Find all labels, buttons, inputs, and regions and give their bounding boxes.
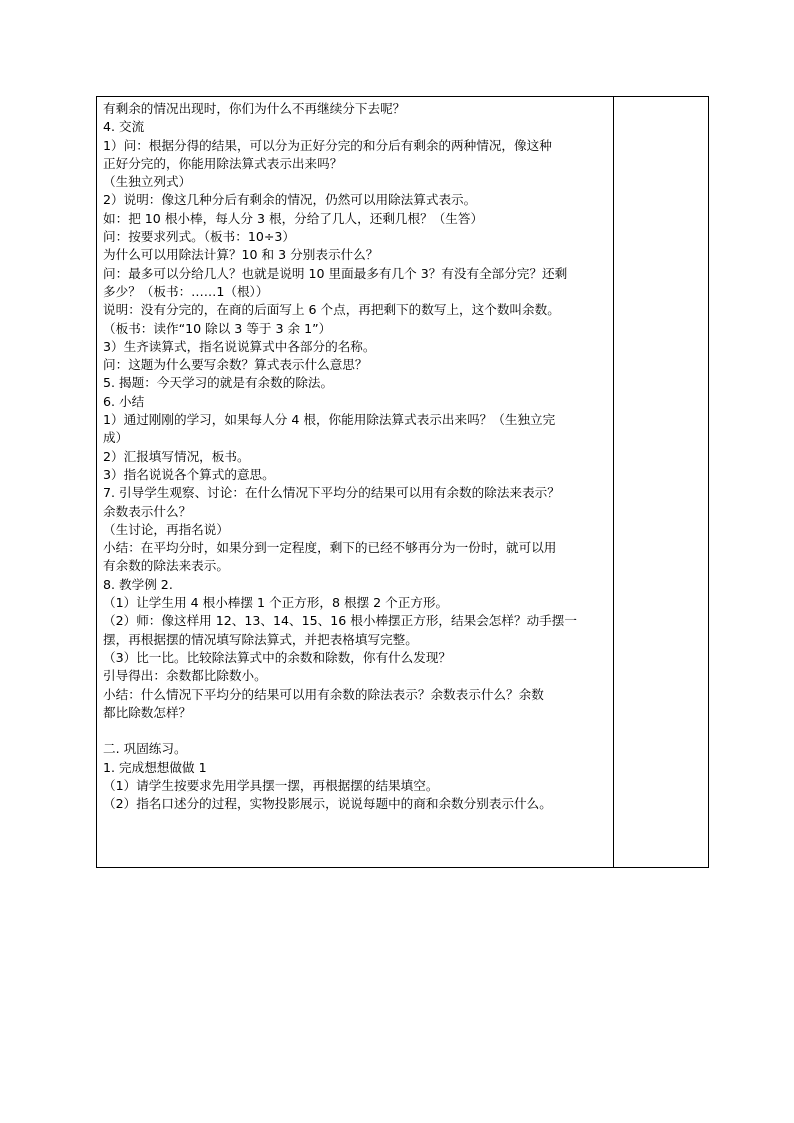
text-line: 有剩余的情况出现时，你们为什么不再继续分下去呢？ bbox=[103, 101, 406, 116]
text-line: 1）通过刚刚的学习，如果每人分 4 根，你能用除法算式表示出来吗？（生独立完 bbox=[103, 412, 556, 428]
section-heading: 5. 揭题：今天学习的就是有余数的除法。 bbox=[103, 375, 334, 391]
text-line: 余数表示什么？ bbox=[103, 503, 192, 519]
text-line: 多少？（板书：……1（根）） bbox=[103, 283, 269, 299]
section-heading: 7. 引导学生观察、讨论：在什么情况下平均分的结果可以用有余数的除法来表示？ bbox=[103, 485, 560, 501]
text-line: 3）指名说说各个算式的意思。 bbox=[103, 466, 275, 482]
text-line: 正好分完的，你能用除法算式表示出来吗？ bbox=[103, 155, 343, 171]
text-line: 2）说明：像这几种分后有剩余的情况，仍然可以用除法算式表示。 bbox=[103, 192, 477, 208]
text-line: 摆，再根据摆的情况填写除法算式，并把表格填写完整。 bbox=[103, 631, 418, 647]
text-line: 2）汇报填写情况，板书。 bbox=[103, 448, 250, 464]
section-heading: 4. 交流 bbox=[103, 119, 145, 135]
text-line: 3）生齐读算式，指名说说算式中各部分的名称。 bbox=[103, 338, 376, 354]
text-line: 1）问：根据分得的结果，可以分为正好分完的和分后有剩余的两种情况，像这种 bbox=[103, 137, 552, 153]
text-line: （1）请学生按要求先用学具摆一摆，再根据摆的结果填空。 bbox=[103, 777, 439, 793]
text-line: 说明：没有分完的，在商的后面写上 6 个点，再把剩下的数写上，这个数叫余数。 bbox=[103, 302, 560, 318]
text-line: 引导得出：余数都比除数小。 bbox=[103, 668, 267, 684]
text-line: （生讨论，再指名说） bbox=[103, 521, 229, 537]
text-line: （板书：读作“10 除以 3 等于 3 余 1”） bbox=[103, 320, 332, 336]
text-line: 如：把 10 根小棒，每人分 3 根，分给了几人，还剩几根？（生答） bbox=[103, 210, 484, 226]
lesson-content-cell bbox=[97, 97, 614, 867]
text-line: 小结：什么情况下平均分的结果可以用有余数的除法表示？余数表示什么？余数 bbox=[103, 686, 544, 702]
text-line: 问：按要求列式。（板书：10÷3） bbox=[103, 229, 296, 245]
lesson-plan-table bbox=[96, 96, 709, 868]
text-line: 成） bbox=[103, 430, 129, 446]
text-line: （2）指名口述分的过程，实物投影展示，说说每题中的商和余数分别表示什么。 bbox=[103, 796, 552, 812]
text-line: 问：最多可以分给几人？也就是说明 10 里面最多有几个 3？有没有全部分完？还剩 bbox=[103, 265, 568, 281]
text-line: 都比除数怎样？ bbox=[103, 704, 192, 720]
text-line: 为什么可以用除法计算？10 和 3 分别表示什么？ bbox=[103, 247, 379, 263]
section-heading: 二. 巩固练习。 bbox=[103, 741, 187, 757]
text-line: 问：这题为什么要写余数？算式表示什么意思？ bbox=[103, 357, 368, 373]
section-heading: 1. 完成想想做做 1 bbox=[103, 759, 207, 775]
text-line: 小结：在平均分时，如果分到一定程度，剩下的已经不够再分为一份时，就可以用 bbox=[103, 540, 557, 556]
text-line: （生独立列式） bbox=[103, 174, 192, 190]
section-heading: 6. 小结 bbox=[103, 393, 145, 409]
section-heading: 8. 教学例 2. bbox=[103, 576, 173, 592]
text-line: （3）比一比。比较除法算式中的余数和除数，你有什么发现？ bbox=[103, 649, 452, 665]
text-line: （2）师：像这样用 12、13、14、15、16 根小棒摆正方形，结果会怎样？动手摆一 bbox=[103, 613, 577, 629]
notes-cell bbox=[614, 97, 708, 867]
blank-line bbox=[103, 722, 611, 740]
text-line: （1）让学生用 4 根小棒摆 1 个正方形，8 根摆 2 个正方形。 bbox=[103, 595, 449, 611]
text-line: 有余数的除法来表示。 bbox=[103, 558, 229, 574]
